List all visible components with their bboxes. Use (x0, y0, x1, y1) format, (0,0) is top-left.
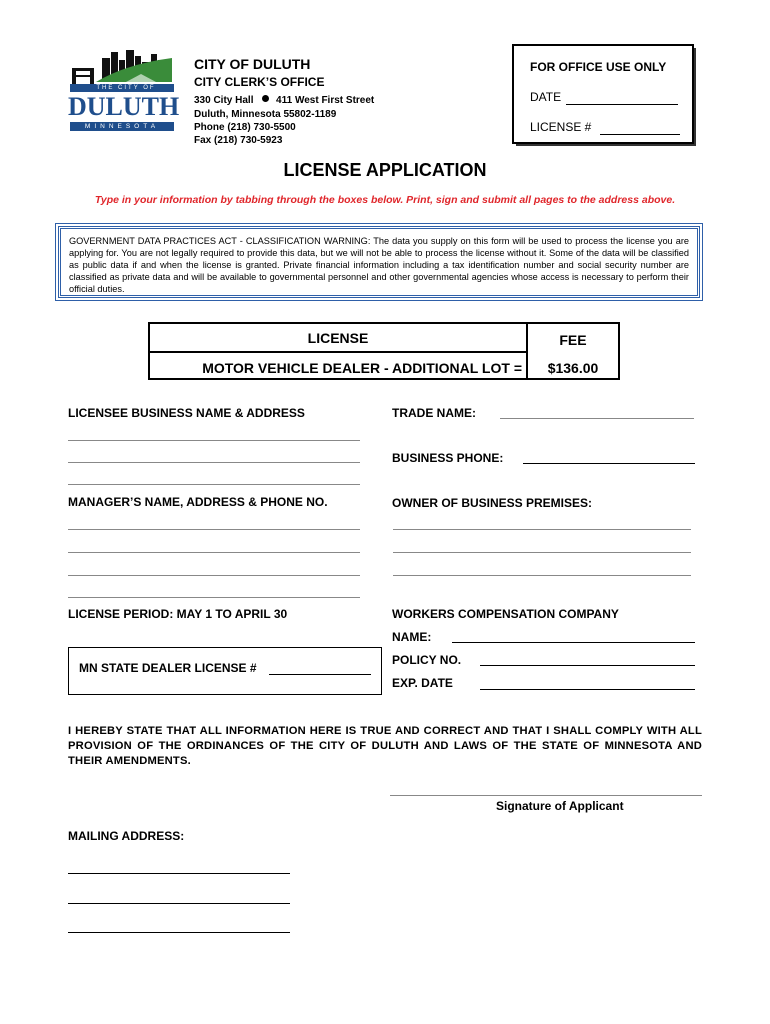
wc-policy-line[interactable] (480, 665, 695, 666)
address-line1 (194, 95, 374, 108)
mn-dealer-label: MN STATE DEALER LICENSE # (79, 661, 257, 675)
data-practices-warning (58, 226, 700, 298)
manager-line-3[interactable] (68, 575, 360, 576)
mn-dealer-line[interactable] (269, 674, 371, 675)
manager-line-1[interactable] (68, 529, 360, 530)
licensee-line-3[interactable] (68, 484, 360, 485)
fax: Fax (218) 730-5923 (194, 135, 283, 146)
licensee-line-1[interactable] (68, 440, 360, 441)
license-table (148, 322, 620, 380)
address-line2: Duluth, Minnesota 55802-1189 (194, 109, 337, 120)
license-fee: $136.00 (547, 360, 599, 376)
office-use-box (512, 44, 694, 144)
wc-policy-label: POLICY NO. (392, 653, 462, 667)
address-part-a: 330 City Hall (194, 95, 254, 106)
city-name: CITY OF DULUTH (194, 56, 311, 72)
page-title: LICENSE APPLICATION (283, 160, 487, 180)
phone: Phone (218) 730-5500 (194, 122, 296, 133)
mailing-line-1[interactable] (68, 873, 290, 874)
manager-label: MANAGER’S NAME, ADDRESS & PHONE NO. (68, 495, 328, 509)
certification-statement: I HEREBY STATE THAT ALL INFORMATION HERE IS TRUE AND CORRECT AND THAT I SHALL COMPLY WITH ALL PROVISION OF THE ORDINANCES OF THE CITY OF DULUTH AND LAWS OF THE STATE OF MINNESOTA AND THEIR AMENDMENTS. (68, 725, 702, 767)
owner-line-2[interactable] (393, 552, 691, 553)
mailing-address-label: MAILING ADDRESS: (68, 829, 185, 843)
office-date-label: DATE (530, 90, 562, 104)
instructions: Type in your information by tabbing through the boxes below. Print, sign and submit all pages to the address above. (94, 194, 676, 206)
mailing-line-3[interactable] (68, 932, 290, 933)
workers-comp-label: WORKERS COMPENSATION COMPANY (392, 607, 619, 621)
office-name: CITY CLERK’S OFFICE (194, 75, 325, 89)
license-period: LICENSE PERIOD: MAY 1 TO APRIL 30 (68, 607, 288, 621)
owner-line-1[interactable] (393, 529, 691, 530)
trade-name-label: TRADE NAME: (392, 406, 476, 420)
license-column-header: LICENSE (307, 330, 369, 346)
office-license-line[interactable] (600, 134, 680, 135)
trade-name-line[interactable] (500, 418, 694, 419)
wc-exp-date-label: EXP. DATE (392, 676, 453, 690)
logo-name: DULUTH (68, 92, 180, 121)
manager-line-2[interactable] (68, 552, 360, 553)
wc-name-label: NAME: (392, 630, 432, 644)
logo-bottom-text: MINNESOTA (84, 123, 160, 130)
licensee-label: LICENSEE BUSINESS NAME & ADDRESS (68, 406, 305, 420)
fee-column-header: FEE (559, 332, 587, 348)
owner-line-3[interactable] (393, 575, 691, 576)
office-date-line[interactable] (566, 104, 678, 105)
license-type: MOTOR VEHICLE DEALER - ADDITIONAL LOT = (202, 360, 522, 376)
business-phone-line[interactable] (523, 463, 695, 464)
bullet-icon (262, 95, 269, 102)
signature-line[interactable] (390, 795, 702, 796)
table-divider-h (150, 351, 526, 353)
business-phone-label: BUSINESS PHONE: (392, 451, 504, 465)
office-license-label: LICENSE # (530, 120, 592, 134)
wc-name-line[interactable] (452, 642, 695, 643)
licensee-line-2[interactable] (68, 462, 360, 463)
owner-label: OWNER OF BUSINESS PREMISES: (392, 496, 593, 510)
manager-line-4[interactable] (68, 597, 360, 598)
address-part-b: 411 West First Street (276, 95, 375, 106)
signature-label: Signature of Applicant (496, 799, 624, 813)
office-use-title: FOR OFFICE USE ONLY (530, 60, 667, 74)
city-logo (66, 48, 178, 136)
wc-exp-date-line[interactable] (480, 689, 695, 690)
mailing-line-2[interactable] (68, 903, 290, 904)
warning-text: GOVERNMENT DATA PRACTICES ACT - CLASSIFICATION WARNING: The data you supply on this form will be used to process the license you are applying for. You are not legally required to provide this data, but we will not be able to process the license without it. Some of the data will be classified as public data if and when the license is granted. Private financial information including a tax identification number and social security number are classified as private data and will be available to governmental personnel and other governmental agencies whose access is necessary to perform their official duties. (69, 236, 689, 294)
mn-dealer-box (68, 647, 382, 695)
logo-top-text: THE CITY OF (96, 85, 156, 91)
